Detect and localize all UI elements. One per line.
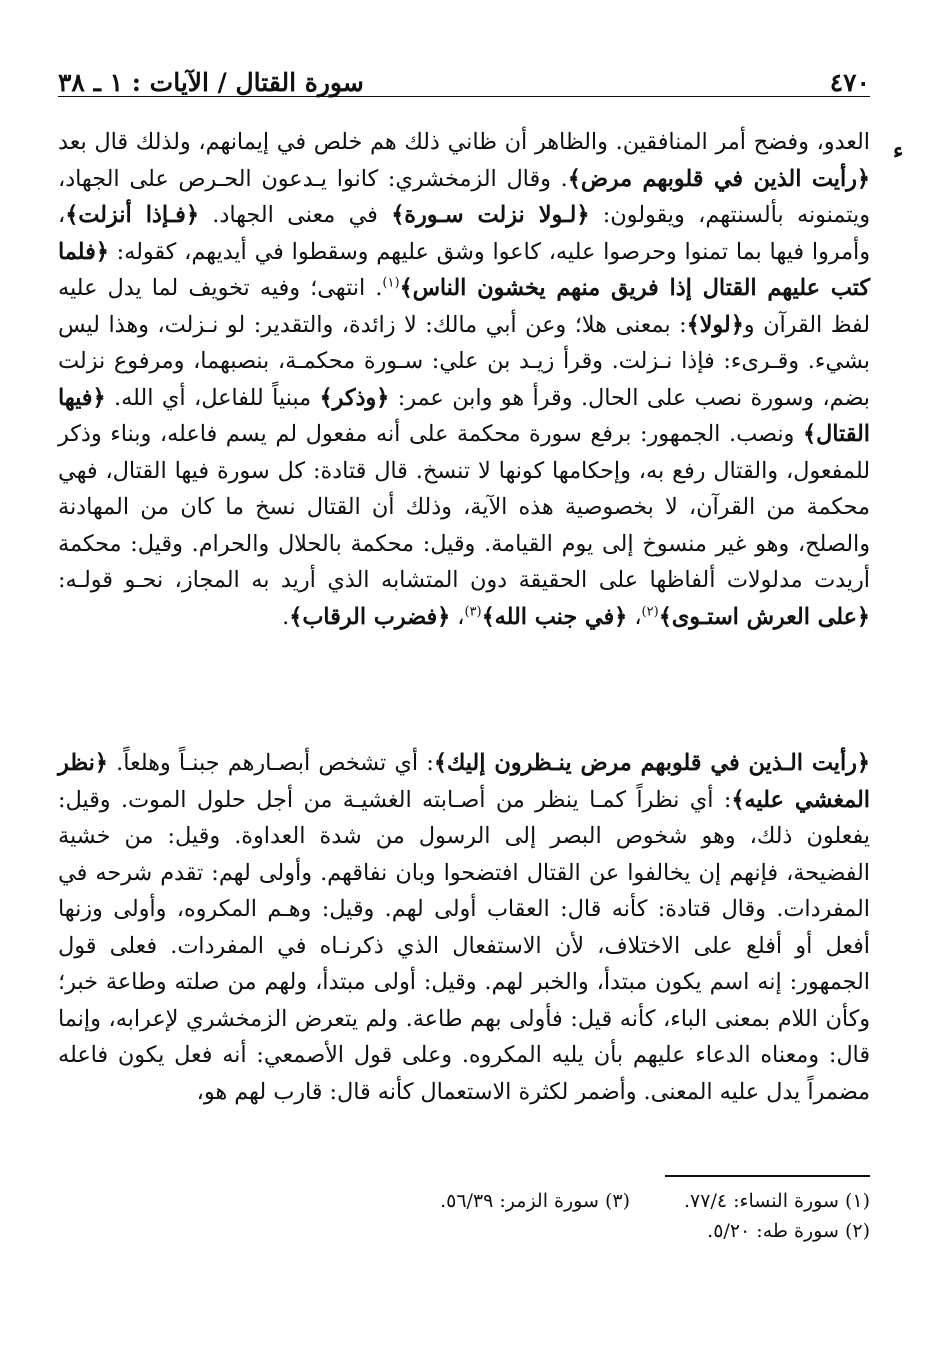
footnote-row [58, 1216, 870, 1246]
footnote-ref: (٢) [641, 604, 659, 620]
quran-quote: ﴿لـولا نزلت سـورة﴾ [391, 202, 590, 228]
quran-quote: ﴿فلما كتب عليهم القتال إذا فريق منهم يخشون الناس﴾ [58, 238, 870, 301]
body-text: في معنى الجهاد. [198, 202, 392, 228]
quran-quote: ﴿وذكر﴾ [319, 384, 390, 411]
quran-quote: ﴿في جنب الله﴾ [481, 603, 628, 630]
footnote-ref: (١) [382, 275, 400, 291]
footnote-1: (١) سورة النساء: ٧٧/٤. [684, 1190, 870, 1212]
body-text: ، وأمروا فيها بما تمنوا وحرصوا عليه، كاعوا وشق عليهم وسقطوا في أيديهم، كقوله: [58, 202, 870, 265]
footnote-3: (٣) سورة الزمر: ٥٦/٣٩. [440, 1190, 630, 1212]
quran-quote: ﴿فيها القتال﴾ [58, 384, 870, 447]
footnote-rule [665, 1175, 870, 1177]
body-text: . وقال الزمخشري: كانوا يـدعون الحـرص على الجهاد، ويتمنونه بألسنتهم، ويقولون: [58, 165, 871, 228]
quran-quote: ﴿رأيت الذين في قلوبهم مرض﴾ [567, 165, 870, 192]
body-text: مبنياً للفاعل، أي الله. [105, 384, 320, 411]
quran-quote: ﴿لولا﴾ [686, 311, 744, 338]
page-number: ٤٧٠ [829, 67, 870, 97]
paragraph-1 [58, 124, 870, 635]
body-text: . انتهى؛ وفيه تخويف لما يدل عليه لفظ القرآن و [58, 275, 870, 338]
body-text: : أي تشخص أبصـارهم جبنـاً وهلعاً. [107, 750, 434, 776]
header-rule [58, 96, 870, 97]
body-text: ، [450, 603, 465, 630]
quran-quote: ﴿فـإذا أنزلت﴾ [65, 202, 199, 228]
paragraph-2 [58, 745, 870, 1110]
body-text: . [282, 603, 290, 630]
footnote-ref: (٣) [464, 604, 482, 620]
quran-quote: ﴿نظر المغشي عليه﴾ [58, 750, 870, 813]
body-text: ونصب. الجمهور: برفع سورة محكمة على أنه مفعول لم يسم فاعله، وبناء وذكر للمفعول، والقتال رفع به، وإحكامها كونها لا تنسخ. قال قتادة: كل سورة فيها القتال، فهي محكمة من القرآن، لا بخصوصية هذه الآية، وذلك أن القتال نسخ ما كان من المهادنة والصلح، وهو غير منسوخ إلى يوم القيامة. وقيل: محكمة بالحلال والحرام. وقيل: محكمة أريدت مدلولات ألفاظها على الحقيقة دون المتشابه الذي أريد به المجاز، نحـو قولـه: [58, 421, 870, 593]
margin-mark: ء [893, 138, 904, 164]
body-text: ، [627, 603, 642, 630]
body-text: : أي نظراً كمـا ينظر من أصـابته الغشيـة من أجل حلول الموت. وقيل: يفعلون ذلك، وهو شخوص البصر إلى الرسول من شدة العداوة. وقيل: من خشية الفضيحة، فإنهم إن يخالفوا عن القتال افتضحوا وبان نفاقهم. وأولى لهم: تقدم شرحه في المفردات. وقال قتادة: كأنه قال: العقاب أولى لهم. وقيل: وهـم المكروه، وأولى وزنها أفعل أو أفلع على الاختلاف، لأن الاستفعال الذي ذكرنـاه في المفردات. فعلى قول الجمهور: إنه اسم يكون مبتدأ، والخبر لهم. وقيل: أولى مبتدأ، ولهم من صلته وطاعة خبر؛ وكأن اللام بمعنى الباء، كأنه قيل: فأولى بهم طاعة. ولم يتعرض الزمخشري لإعرابه، وإنما قال: ومعناه الدعاء عليهم بأن يليه المكروه. وعلى قول الأصمعي: أنه فعل يكون فاعله مضمراً يدل عليه المعنى. وأضمر لكثرة الاستعمال كأنه قال: قارب لهم هو، [58, 786, 870, 1105]
quran-quote: ﴿رأيت الـذين في قلوبهم مرض ينـظرون إليك﴾ [433, 750, 870, 776]
quran-quote: ﴿على العرش استـوى﴾ [658, 603, 870, 630]
footnote-2: (٢) سورة طه: ٥/٢٠. [707, 1220, 870, 1242]
footnotes [58, 1186, 870, 1246]
running-title: سورة القتال / الآيات : ١ ـ ٣٨ [58, 67, 364, 97]
quran-quote: ﴿فضرب الرقاب﴾ [289, 603, 451, 630]
body-text: العدو، وفضح أمر المنافقين. والظاهر أن ظاني ذلك هم خلص في إيمانهم، ولذلك قال بعد [58, 129, 870, 155]
body-text: : بمعنى هلا؛ وعن أبي مالك: لا زائدة، والتقدير: لو نـزلت، وهذا ليس بشيء. وقـرىء: فإذا نـزلت. وقرأ زيـد بن علي: سـورة محكمـة، بنصبهما، ومرفوع نزلت بضم، وسورة نصب على الحال. وقرأ هو وابن عمر: [58, 311, 870, 411]
footnote-row [58, 1186, 870, 1216]
